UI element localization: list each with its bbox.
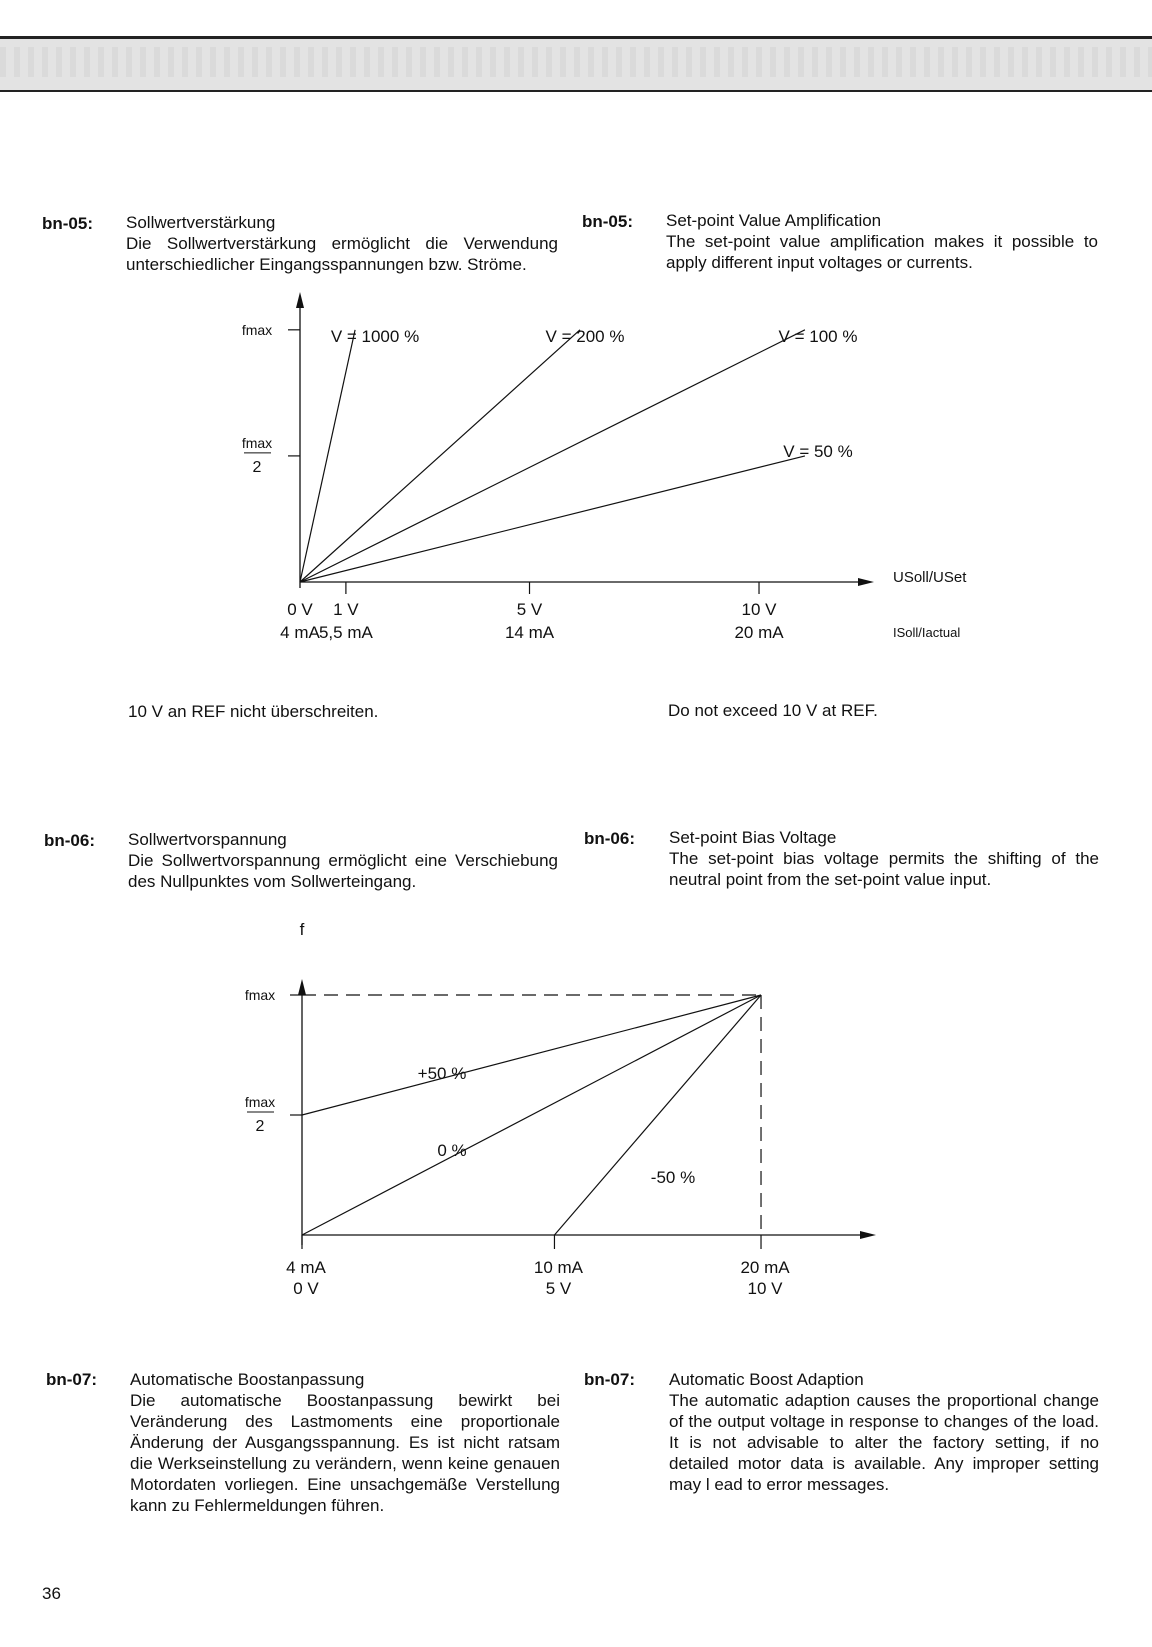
y-tick-label: fmax [241, 321, 273, 338]
bn06-code-de: bn-06: [44, 831, 95, 850]
series-label-v-1000: V = 1000 % [330, 327, 420, 346]
bn07-body-en: The automatic adaption causes the proportional change of the output voltage in response to changes of the load. It is not advisable to alter the factory setting, if no detailed motor data is available. Any improper setting may l ead to error messages. [669, 1391, 1099, 1494]
series-label-v-100: V = 100 % [778, 327, 858, 346]
x-tick-label-current: 4 mA [286, 1258, 326, 1277]
y-axis-arrow [296, 292, 304, 308]
bn07-text-en [669, 1369, 1099, 1495]
bn07-text-de [130, 1369, 560, 1516]
y-axis-arrow [298, 979, 306, 995]
x-axis-label-voltage: USoll/USet [893, 569, 967, 586]
bn07-title-de: Automatische Boostanpassung [130, 1370, 365, 1389]
bn05-note-en: Do not exceed 10 V at REF. [668, 701, 878, 720]
series-line-v-200 [300, 330, 580, 582]
bn05-title-en: Set-point Value Amplification [666, 211, 882, 230]
series-label-50: -50 % [650, 1168, 696, 1187]
page-number: 36 [42, 1584, 61, 1603]
series-line-v-1000 [300, 330, 355, 582]
bn05-text-en [666, 210, 1098, 273]
series-line-50 [554, 995, 761, 1235]
bn06-title-de: Sollwertvorspannung [128, 830, 287, 849]
bn05-code-en: bn-05: [582, 212, 633, 231]
bn07-code-de: bn-07: [46, 1370, 97, 1389]
bn07-title-en: Automatic Boost Adaption [669, 1370, 864, 1389]
bn05-note-de: 10 V an REF nicht überschreiten. [128, 702, 379, 721]
x-tick-label-voltage: 0 V [293, 1279, 319, 1298]
x-tick-label-current: 4 mA [280, 623, 320, 642]
x-tick-label-current: 10 mA [533, 1258, 584, 1277]
bn07-body-de: Die automatische Boostanpassung bewirkt bei Veränderung des Lastmoments eine proportionale Änderung der Ausgangsspannung. Es ist nicht ratsam die Werkseinstellung zu verändern, wenn keine genauen Motordaten vorliegen. Eine unsachgemäße Verstellung kann zu Fehlermeldungen führen. [130, 1391, 560, 1515]
series-line-v-50 [300, 456, 805, 582]
bn05-code-de: bn-05: [42, 214, 93, 233]
y-tick-label-denominator: 2 [252, 458, 262, 476]
x-tick-label-voltage: 10 V [741, 600, 777, 619]
series-label-50: +50 % [417, 1064, 467, 1083]
x-tick-label-current: 5,5 mA [318, 623, 373, 642]
y-tick-label-denominator: 2 [255, 1118, 265, 1135]
x-tick-label-current: 20 mA [734, 623, 784, 642]
x-tick-label-voltage: 0 V [287, 600, 313, 619]
x-tick-label-voltage: 5 V [545, 1279, 572, 1298]
chart-setpoint-amplification [0, 280, 1152, 650]
bn06-title-en: Set-point Bias Voltage [669, 828, 837, 847]
x-tick-label-voltage: 1 V [333, 600, 359, 619]
bn06-body-en: The set-point bias voltage permits the shifting of the neutral point from the set-point value input. [669, 849, 1099, 889]
series-line-v-100 [300, 330, 805, 582]
bn07-code-en: bn-07: [584, 1370, 635, 1389]
series-label-v-200: V = 200 % [545, 327, 625, 346]
bn06-body-de: Die Sollwertvorspannung ermöglicht eine Verschiebung des Nullpunktes vom Sollwerteingang. [128, 851, 558, 891]
x-axis-label-current: ISoll/Iactual [893, 625, 961, 640]
bn05-body-de: Die Sollwertverstärkung ermöglicht die Verwendung unterschiedlicher Eingangsspannungen bzw. Ströme. [126, 234, 558, 274]
y-tick-label: fmax [244, 987, 276, 1003]
series-label-0: 0 % [437, 1141, 467, 1160]
page-header-band [0, 36, 1152, 92]
y-tick-label-numerator: fmax [244, 1094, 276, 1110]
x-axis-arrow [858, 578, 874, 586]
bn06-text-de [128, 829, 558, 892]
y-tick-label-numerator: fmax [241, 434, 273, 451]
bn05-body-en: The set-point value amplification makes it possible to apply different input voltages or currents. [666, 232, 1098, 272]
x-axis-arrow [860, 1231, 876, 1239]
bn06-code-en: bn-06: [584, 829, 635, 848]
series-label-v-50: V = 50 % [783, 442, 853, 461]
x-tick-label-voltage: 5 V [516, 600, 543, 619]
x-tick-label-voltage: 10 V [747, 1279, 783, 1298]
series-line-0 [302, 995, 761, 1235]
y-axis-label: f [299, 920, 305, 939]
bn05-text-de [126, 212, 558, 275]
bn06-text-en [669, 827, 1099, 890]
bn05-title-de: Sollwertverstärkung [126, 213, 276, 232]
x-tick-label-current: 20 mA [740, 1258, 790, 1277]
chart-setpoint-bias [0, 915, 1152, 1305]
series-line-50 [302, 995, 761, 1115]
x-tick-label-current: 14 mA [504, 623, 555, 642]
